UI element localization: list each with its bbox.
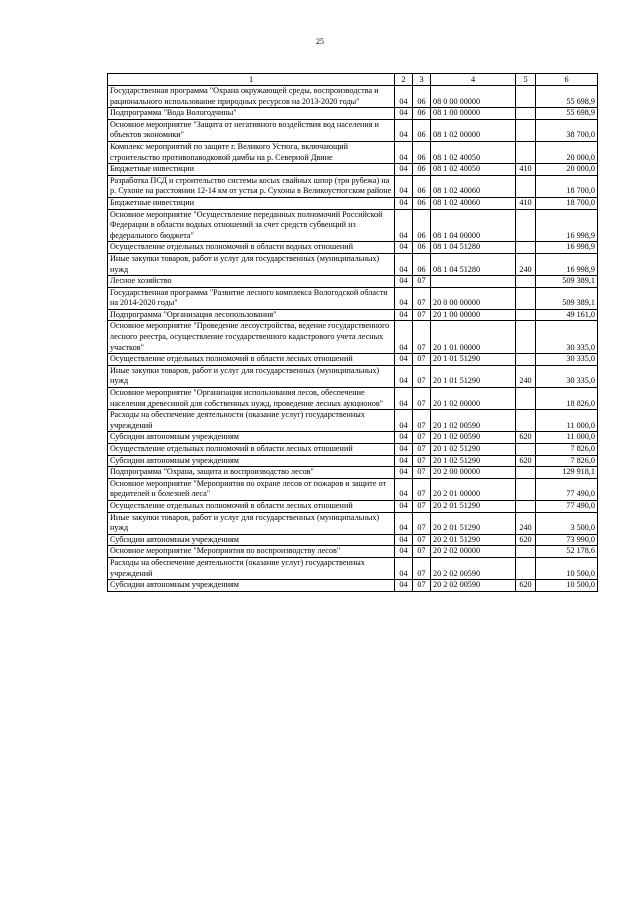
page-number: 25 (316, 37, 324, 46)
cell-section: 04 (395, 253, 413, 275)
table-row (108, 209, 598, 242)
cell-subsection: 07 (413, 388, 431, 410)
table-row (108, 444, 598, 456)
cell-name: Субсидии автономным учреждениям (108, 534, 395, 546)
cell-amount: 3 500,0 (536, 512, 598, 534)
cell-expense-type: 240 (516, 253, 536, 275)
budget-table (107, 73, 598, 592)
cell-expense-type (516, 444, 536, 456)
cell-section: 04 (395, 432, 413, 444)
cell-expense-type (516, 388, 536, 410)
cell-expense-type (516, 141, 536, 163)
cell-name: Основное мероприятие "Защита от негативного воздействия вод населения и объектов экономики" (108, 119, 395, 141)
cell-name: Субсидии автономным учреждениям (108, 432, 395, 444)
table-row (108, 546, 598, 558)
cell-subsection: 06 (413, 175, 431, 197)
cell-expense-type: 410 (516, 164, 536, 176)
table-row (108, 354, 598, 366)
cell-subsection: 07 (413, 309, 431, 321)
cell-name: Осуществление отдельных полномочий в области лесных отношений (108, 444, 395, 456)
cell-target-article: 08 1 04 51280 (431, 242, 516, 254)
cell-section: 04 (395, 164, 413, 176)
cell-expense-type (516, 467, 536, 479)
cell-amount: 509 389,1 (536, 287, 598, 309)
cell-section: 04 (395, 500, 413, 512)
cell-name: Бюджетные инвестиции (108, 164, 395, 176)
cell-expense-type (516, 410, 536, 432)
cell-subsection: 07 (413, 410, 431, 432)
cell-name: Основное мероприятие "Осуществление переданных полномочий Российской Федерации в области водных отношений за счет средств субвенций из федерального бюджета" (108, 209, 395, 242)
cell-expense-type (516, 557, 536, 579)
cell-subsection: 07 (413, 534, 431, 546)
cell-subsection: 06 (413, 108, 431, 120)
cell-section: 04 (395, 467, 413, 479)
header-col-3: 3 (413, 74, 431, 86)
cell-section: 04 (395, 557, 413, 579)
cell-target-article: 20 2 01 51290 (431, 534, 516, 546)
cell-section: 04 (395, 354, 413, 366)
cell-subsection: 06 (413, 209, 431, 242)
cell-amount: 18 826,0 (536, 388, 598, 410)
cell-target-article: 20 1 02 51290 (431, 444, 516, 456)
cell-name: Бюджетные инвестиции (108, 197, 395, 209)
cell-target-article: 20 1 01 51290 (431, 354, 516, 366)
cell-subsection: 07 (413, 467, 431, 479)
cell-expense-type (516, 119, 536, 141)
cell-amount: 10 500,0 (536, 557, 598, 579)
cell-amount: 7 826,0 (536, 444, 598, 456)
table-row (108, 410, 598, 432)
cell-name: Иные закупки товаров, работ и услуг для государственных (муниципальных) нужд (108, 253, 395, 275)
cell-name: Подпрограмма "Организация лесопользования" (108, 309, 395, 321)
cell-subsection: 07 (413, 500, 431, 512)
table-row (108, 321, 598, 354)
table-row (108, 242, 598, 254)
cell-expense-type: 240 (516, 365, 536, 387)
cell-target-article: 08 1 02 00000 (431, 119, 516, 141)
table-row (108, 108, 598, 120)
cell-amount: 129 918,1 (536, 467, 598, 479)
cell-expense-type (516, 500, 536, 512)
cell-expense-type (516, 354, 536, 366)
cell-expense-type (516, 546, 536, 558)
header-col-2: 2 (395, 74, 413, 86)
cell-expense-type: 620 (516, 432, 536, 444)
cell-target-article: 20 2 02 00000 (431, 546, 516, 558)
table-row (108, 467, 598, 479)
cell-section: 04 (395, 546, 413, 558)
table-body (108, 86, 598, 592)
cell-expense-type: 620 (516, 534, 536, 546)
cell-section: 04 (395, 209, 413, 242)
cell-name: Основное мероприятие "Проведение лесоустройства, ведение государственного лесного реестра, осуществление государственного кадастрового учета лесных участков" (108, 321, 395, 354)
table-row (108, 287, 598, 309)
cell-target-article: 20 2 01 51290 (431, 512, 516, 534)
table-row (108, 388, 598, 410)
cell-expense-type: 620 (516, 455, 536, 467)
cell-target-article (431, 276, 516, 288)
cell-amount: 73 990,0 (536, 534, 598, 546)
cell-subsection: 07 (413, 432, 431, 444)
cell-subsection: 06 (413, 197, 431, 209)
cell-amount: 55 698,9 (536, 86, 598, 108)
cell-section: 04 (395, 86, 413, 108)
cell-amount: 77 490,0 (536, 500, 598, 512)
cell-section: 04 (395, 119, 413, 141)
table-row (108, 141, 598, 163)
cell-name: Государственная программа "Охрана окружающей среды, воспроизводства и рационального использование природных ресурсов на 2013-2020 годы" (108, 86, 395, 108)
cell-target-article: 20 1 01 00000 (431, 321, 516, 354)
cell-amount: 30 335,0 (536, 354, 598, 366)
cell-expense-type (516, 276, 536, 288)
cell-expense-type: 410 (516, 197, 536, 209)
cell-subsection: 07 (413, 478, 431, 500)
cell-amount: 16 998,9 (536, 253, 598, 275)
table-row (108, 432, 598, 444)
cell-target-article: 08 1 02 40050 (431, 164, 516, 176)
cell-amount: 55 698,9 (536, 108, 598, 120)
cell-subsection: 07 (413, 287, 431, 309)
cell-subsection: 07 (413, 365, 431, 387)
cell-target-article: 20 2 01 51290 (431, 500, 516, 512)
cell-target-article: 20 2 00 00000 (431, 467, 516, 479)
cell-name: Основное мероприятие "Мероприятия по охране лесов от пожаров и защите от вредителей и болезней леса" (108, 478, 395, 500)
cell-subsection: 07 (413, 455, 431, 467)
cell-name: Осуществление отдельных полномочий в области лесных отношений (108, 354, 395, 366)
table-row (108, 253, 598, 275)
cell-amount: 38 700,0 (536, 119, 598, 141)
cell-subsection: 06 (413, 141, 431, 163)
cell-amount: 20 000,0 (536, 164, 598, 176)
cell-name: Лесное хозяйство (108, 276, 395, 288)
cell-section: 04 (395, 321, 413, 354)
cell-name: Осуществление отдельных полномочий в области лесных отношений (108, 500, 395, 512)
cell-name: Разработка ПСД и строительство системы косых свайных шпор (три рубежа) на р. Сухоне на расстоянии 12-14 км от устья р. Сухоны в Великоустюгском районе (108, 175, 395, 197)
cell-subsection: 06 (413, 86, 431, 108)
cell-target-article: 08 1 04 51280 (431, 253, 516, 275)
table-row (108, 119, 598, 141)
cell-target-article: 08 1 04 00000 (431, 209, 516, 242)
cell-target-article: 20 0 00 00000 (431, 287, 516, 309)
cell-subsection: 06 (413, 119, 431, 141)
cell-amount: 49 161,0 (536, 309, 598, 321)
cell-expense-type (516, 321, 536, 354)
cell-section: 04 (395, 108, 413, 120)
cell-target-article: 20 1 00 00000 (431, 309, 516, 321)
cell-section: 04 (395, 512, 413, 534)
table-row (108, 86, 598, 108)
cell-subsection: 07 (413, 580, 431, 592)
header-col-4: 4 (431, 74, 516, 86)
cell-section: 04 (395, 242, 413, 254)
table-row (108, 455, 598, 467)
cell-subsection: 06 (413, 164, 431, 176)
cell-name: Осуществление отдельных полномочий в области водных отношений (108, 242, 395, 254)
cell-amount: 16 998,9 (536, 209, 598, 242)
cell-subsection: 07 (413, 354, 431, 366)
cell-subsection: 07 (413, 276, 431, 288)
cell-name: Иные закупки товаров, работ и услуг для государственных (муниципальных) нужд (108, 512, 395, 534)
cell-subsection: 07 (413, 321, 431, 354)
cell-name: Субсидии автономным учреждениям (108, 580, 395, 592)
cell-name: Государственная программа "Развитие лесного комплекса Вологодской области на 2014-2020 годы" (108, 287, 395, 309)
cell-expense-type (516, 175, 536, 197)
cell-target-article: 08 1 02 40050 (431, 141, 516, 163)
cell-section: 04 (395, 309, 413, 321)
cell-amount: 509 389,1 (536, 276, 598, 288)
cell-section: 04 (395, 444, 413, 456)
cell-amount: 30 335,0 (536, 365, 598, 387)
cell-expense-type (516, 242, 536, 254)
cell-target-article: 20 1 02 00590 (431, 410, 516, 432)
cell-amount: 30 335,0 (536, 321, 598, 354)
table-row (108, 365, 598, 387)
cell-subsection: 06 (413, 253, 431, 275)
cell-name: Расходы на обеспечение деятельности (оказание услуг) государственных учреждений (108, 410, 395, 432)
table-row (108, 164, 598, 176)
table-row (108, 309, 598, 321)
cell-amount: 18 700,0 (536, 175, 598, 197)
table-row (108, 557, 598, 579)
cell-name: Комплекс мероприятий по защите г. Великого Устюга, включающий строительство противопаводковой дамбы на р. Северной Двине (108, 141, 395, 163)
cell-name: Расходы на обеспечение деятельности (оказание услуг) государственных учреждений (108, 557, 395, 579)
cell-section: 04 (395, 276, 413, 288)
cell-target-article: 20 2 01 00000 (431, 478, 516, 500)
cell-subsection: 07 (413, 557, 431, 579)
cell-subsection: 07 (413, 546, 431, 558)
cell-amount: 77 490,0 (536, 478, 598, 500)
cell-expense-type: 620 (516, 580, 536, 592)
cell-amount: 11 000,0 (536, 410, 598, 432)
cell-expense-type (516, 309, 536, 321)
cell-amount: 10 500,0 (536, 580, 598, 592)
table-row (108, 580, 598, 592)
cell-amount: 52 178,6 (536, 546, 598, 558)
cell-amount: 18 700,0 (536, 197, 598, 209)
cell-name: Субсидии автономным учреждениям (108, 455, 395, 467)
cell-amount: 16 998,9 (536, 242, 598, 254)
table-row (108, 534, 598, 546)
table-row (108, 512, 598, 534)
cell-amount: 11 000,0 (536, 432, 598, 444)
cell-name: Подпрограмма "Вода Вологодчины" (108, 108, 395, 120)
cell-subsection: 07 (413, 512, 431, 534)
table-row (108, 197, 598, 209)
cell-expense-type (516, 108, 536, 120)
cell-name: Иные закупки товаров, работ и услуг для государственных (муниципальных) нужд (108, 365, 395, 387)
header-col-6: 6 (536, 74, 598, 86)
cell-section: 04 (395, 388, 413, 410)
header-col-5: 5 (516, 74, 536, 86)
cell-section: 04 (395, 455, 413, 467)
cell-expense-type (516, 209, 536, 242)
cell-target-article: 20 1 01 51290 (431, 365, 516, 387)
cell-target-article: 20 2 02 00590 (431, 580, 516, 592)
table-row (108, 175, 598, 197)
cell-section: 04 (395, 534, 413, 546)
cell-name: Основное мероприятие "Мероприятия по воспроизводству лесов" (108, 546, 395, 558)
cell-section: 04 (395, 197, 413, 209)
cell-name: Подпрограмма "Охрана, защита и воспроизводство лесов" (108, 467, 395, 479)
cell-expense-type (516, 86, 536, 108)
cell-target-article: 08 1 02 40060 (431, 175, 516, 197)
cell-amount: 20 000,0 (536, 141, 598, 163)
cell-section: 04 (395, 410, 413, 432)
cell-target-article: 20 1 02 00590 (431, 432, 516, 444)
cell-section: 04 (395, 478, 413, 500)
cell-target-article: 08 1 00 00000 (431, 108, 516, 120)
cell-subsection: 06 (413, 242, 431, 254)
cell-expense-type (516, 287, 536, 309)
cell-section: 04 (395, 580, 413, 592)
cell-amount: 7 826,0 (536, 455, 598, 467)
cell-target-article: 20 1 02 51290 (431, 455, 516, 467)
cell-target-article: 20 2 02 00590 (431, 557, 516, 579)
table-header-row (108, 74, 598, 86)
cell-target-article: 08 1 02 40060 (431, 197, 516, 209)
cell-section: 04 (395, 175, 413, 197)
cell-expense-type: 240 (516, 512, 536, 534)
table-row (108, 276, 598, 288)
cell-target-article: 08 0 00 00000 (431, 86, 516, 108)
cell-subsection: 07 (413, 444, 431, 456)
cell-expense-type (516, 478, 536, 500)
cell-section: 04 (395, 141, 413, 163)
table-row (108, 478, 598, 500)
cell-section: 04 (395, 287, 413, 309)
cell-name: Основное мероприятие "Организация использования лесов, обеспечение населения древесиной для собственных нужд, проведение лесных аукционов" (108, 388, 395, 410)
table-row (108, 500, 598, 512)
cell-section: 04 (395, 365, 413, 387)
header-col-1: 1 (108, 74, 395, 86)
cell-target-article: 20 1 02 00000 (431, 388, 516, 410)
